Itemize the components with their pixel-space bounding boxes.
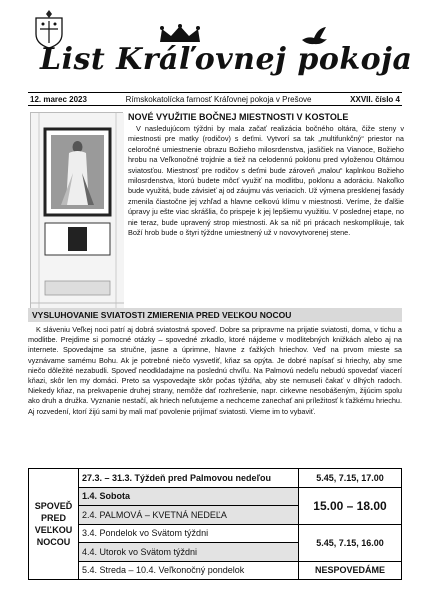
schedule-day: 1.4. Sobota [79,487,299,506]
crown-icon [158,24,202,44]
issue-bar [28,92,402,106]
schedule-time: NESPOVEDÁME [299,561,402,580]
schedule-day: 27.3. – 31.3. Týždeň pred Palmovou nedeľou [79,469,299,488]
schedule-day: 5.4. Streda – 10.4. Veľkonočný pondelok [79,561,299,580]
publication-title: List Kráľovnej pokoja [40,42,413,77]
schedule-day: 2.4. PALMOVÁ – KVETNÁ NEDEĽA [79,506,299,525]
schedule-day: 3.4. Pondelok vo Svätom týždni [79,524,299,543]
schedule-time: 5.45, 7.15, 16.00 [299,524,402,561]
table-row [29,469,402,488]
article-confession-title: VYSLUHOVANIE SVIATOSTI ZMIERENIA PRED VEĽKOU NOCOU [28,308,402,322]
confession-schedule-table [28,468,402,580]
schedule-day: 4.4. Utorok vo Svätom týždni [79,543,299,562]
parish-name: Rímskokatolícka farnosť Kráľovnej pokoja v Prešove [125,94,312,104]
schedule-label-line: NOCOU [36,537,71,547]
schedule-label [29,469,79,580]
schedule-label-line: SPOVEĎ [34,501,73,511]
schedule-label-line: PRED [40,513,66,523]
article-confession [28,325,402,417]
schedule-time: 15.00 – 18.00 [299,487,402,524]
issue-date: 12. marec 2023 [30,94,87,104]
table-row [29,487,402,506]
article-side-room [128,112,404,238]
article-side-room-body: V nasledujúcom týždni by mala začať realizácia bočného oltára, čiže steny v miestnosti pre matky (rodičov) s deťmi. Vytvorí sa tak „multifunkčný“ priestor na celoročné umiestnenie obrazu Božieho milosrdenstva, jasličiek na Vianoce, Božieho hrobu na Veľkonočné trojdnie a tiež na celodennú poklonu pred vyloženou Oltárnou sviatosťou. Miestnosť pre rodičov s deťmi bude zároveň „malou“ kaplnkou Božieho milosrdenstva, ktorú budete môcť využiť na modlitbu, poklonu a adoráciu. Nakoľko bude využitá, bude závisieť aj od záujmu vás veriacich. Už výmena presklenej fasády zmenila čiastočne jej vzhľad a hlavne celkovú klímu v miestnosti. Veríme, že ďalšie úpravy ju ešte viac skrášlia, čo prispeje k jej lepšiemu využitiu. V poslednej etape, no nie teraz, bude upravený strop miestnosti. Ak sa nič pri prácach neskomplikuje, tak Boží hrob bude o štyri týždne umiestnený už v novovytvorenej stene. [128,124,404,238]
issue-number: XXVII. číslo 4 [350,94,400,104]
table-row [29,524,402,543]
schedule-time: 5.45, 7.15, 17.00 [299,469,402,488]
side-altar-photo [30,112,123,312]
article-confession-body: K sláveniu Veľkej noci patrí aj dobrá sviatostná spoveď. Dobre sa pripravme na prijatie sviatosti, doma, v tichu a modlitbe. Prejdime si pomocné otázky – spovedné zrkadlo, ktoré nájdeme v modlitebných knižkách alebo aj na internete. Spovedajme sa stručne, jasne a úprimne, hlavne z ťažkých hriechov. Veď na prvom mieste sa vyznávame samému Bohu. Ak je potrebné niečo vysvetliť, kňaz sa opýta. Je dobré napísať si hriechy, aby sme niečo dôležité nezabudli. Spoveď neodkladajme na poslednú chvíľu. Na Palmovú nedeľu nebudú spovedať viacerí kňazi, skôr len my domáci. Preto sa vyspovedajte skôr počas týždňa, aby ste nemuseli čakať v dlhých radoch. Niekedy kňaz, na prekvapenie druhej strany, nemôže dať rozhrešenie, napr. cirkevne nesobášeným, žijúcim spolu ako druh a družka. Vyznanie nestačí, ak hriech neľutujeme a nechceme zanechať ani príležitosť k ťažkému hriechu. Aj rozvedení, ktorí žijú sami by mali mať povolenie prijímať sviatosti. Vieme im to vybaviť. [28,325,402,416]
masthead [0,0,431,88]
article-side-room-title: NOVÉ VYUŽITIE BOČNEJ MIESTNOSTI V KOSTOLE [128,112,349,122]
table-row [29,561,402,580]
schedule-label-line: VEĽKOU [34,525,73,535]
